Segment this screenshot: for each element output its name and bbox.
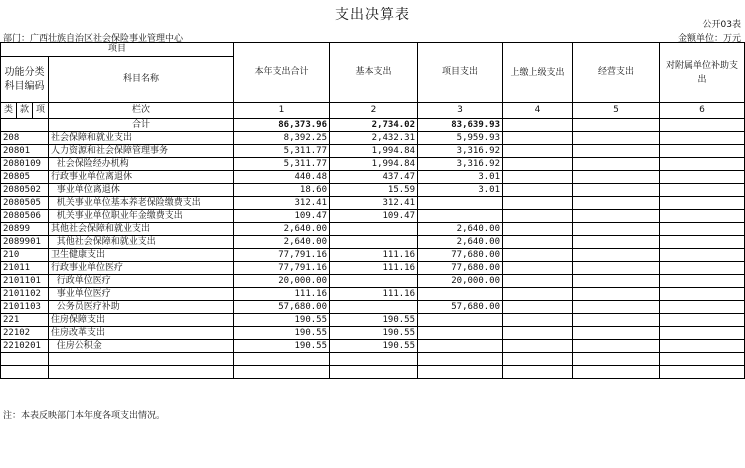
table-row	[1, 171, 745, 184]
total-c3: 83,639.93	[418, 119, 503, 132]
row-code: 22102	[1, 327, 49, 340]
row-code: 221	[1, 314, 49, 327]
row-subject-name: 住房改革支出	[49, 327, 234, 340]
level-6: 6	[660, 103, 745, 119]
row-code: 2080505	[1, 197, 49, 210]
empty-cell	[660, 223, 745, 236]
row-project	[418, 210, 503, 223]
row-total: 440.48	[234, 171, 330, 184]
row-project	[418, 314, 503, 327]
table-row	[1, 262, 745, 275]
empty-cell	[660, 145, 745, 158]
empty-cell	[503, 327, 573, 340]
row-project: 3.01	[418, 184, 503, 197]
empty-cell	[660, 327, 745, 340]
row-code: 21011	[1, 262, 49, 275]
col-project-header: 项目支出	[418, 43, 503, 103]
department-label: 部门：广西壮族自治区社会保险事业管理中心	[3, 34, 184, 44]
table-row	[1, 327, 745, 340]
table-row	[1, 314, 745, 327]
row-total: 190.55	[234, 340, 330, 353]
table-row	[1, 249, 745, 262]
page-title: 支出决算表	[335, 7, 410, 23]
empty-cell	[503, 132, 573, 145]
row-project	[418, 197, 503, 210]
row-project: 5,959.93	[418, 132, 503, 145]
row-basic: 15.59	[330, 184, 418, 197]
subject-name-header: 科目名称	[49, 57, 234, 103]
total-c2: 2,734.02	[330, 119, 418, 132]
empty-cell	[660, 288, 745, 301]
row-total: 18.60	[234, 184, 330, 197]
total-c1: 86,373.96	[234, 119, 330, 132]
empty-cell	[573, 236, 660, 249]
row-total: 190.55	[234, 314, 330, 327]
table-row	[1, 223, 745, 236]
row-subject-name: 机关事业单位基本养老保险缴费支出	[49, 197, 234, 210]
blank-row	[1, 366, 745, 379]
row-project	[418, 327, 503, 340]
row-subject-name: 其他社会保障和就业支出	[49, 236, 234, 249]
empty-cell	[660, 275, 745, 288]
empty-cell	[503, 249, 573, 262]
row-total: 190.55	[234, 327, 330, 340]
empty-cell	[573, 158, 660, 171]
table-row	[1, 236, 745, 249]
row-project: 2,640.00	[418, 223, 503, 236]
col-basic-header: 基本支出	[330, 43, 418, 103]
form-number: 公开03表	[702, 20, 741, 30]
project-header: 项目	[1, 43, 234, 57]
empty-cell	[573, 288, 660, 301]
row-code: 2101101	[1, 275, 49, 288]
row-code: 2210201	[1, 340, 49, 353]
row-project: 20,000.00	[418, 275, 503, 288]
footnote: 注：本表反映部门本年度各项支出情况。	[3, 411, 166, 421]
table-row	[1, 184, 745, 197]
empty-cell	[660, 236, 745, 249]
row-subject-name: 人力资源和社会保障管理事务	[49, 145, 234, 158]
row-subject-name: 其他社会保障和就业支出	[49, 223, 234, 236]
empty-cell	[573, 184, 660, 197]
row-subject-name: 行政单位医疗	[49, 275, 234, 288]
func-code-header: 功能分类科目编码	[1, 57, 49, 103]
row-code: 2101103	[1, 301, 49, 314]
empty-cell	[503, 171, 573, 184]
row-basic	[330, 275, 418, 288]
row-total: 77,791.16	[234, 249, 330, 262]
table-row	[1, 288, 745, 301]
empty-cell	[573, 145, 660, 158]
row-project: 77,680.00	[418, 262, 503, 275]
empty-cell	[503, 184, 573, 197]
row-project: 2,640.00	[418, 236, 503, 249]
row-total: 77,791.16	[234, 262, 330, 275]
empty-cell	[503, 275, 573, 288]
row-subject-name: 社会保障和就业支出	[49, 132, 234, 145]
empty-cell	[660, 262, 745, 275]
empty-cell	[573, 275, 660, 288]
total-row	[1, 119, 745, 132]
col-business-header: 经营支出	[573, 43, 660, 103]
row-basic: 109.47	[330, 210, 418, 223]
empty-cell	[503, 236, 573, 249]
kuan-header: 款	[17, 103, 33, 119]
total-label: 合计	[49, 119, 234, 132]
row-subject-name: 卫生健康支出	[49, 249, 234, 262]
row-project: 3.01	[418, 171, 503, 184]
col-upper-header: 上缴上级支出	[503, 43, 573, 103]
table-row	[1, 301, 745, 314]
row-basic	[330, 236, 418, 249]
row-total: 312.41	[234, 197, 330, 210]
empty-cell	[660, 301, 745, 314]
col-total-header: 本年支出合计	[234, 43, 330, 103]
row-basic	[330, 301, 418, 314]
row-total: 8,392.25	[234, 132, 330, 145]
row-total: 5,311.77	[234, 145, 330, 158]
row-total: 5,311.77	[234, 158, 330, 171]
row-code: 20801	[1, 145, 49, 158]
empty-cell	[573, 327, 660, 340]
row-basic: 111.16	[330, 262, 418, 275]
row-basic: 111.16	[330, 249, 418, 262]
empty-cell	[660, 249, 745, 262]
table-body	[1, 132, 745, 379]
row-total: 2,640.00	[234, 236, 330, 249]
lei-header: 类	[1, 103, 17, 119]
row-project	[418, 288, 503, 301]
table-row	[1, 340, 745, 353]
table-row	[1, 158, 745, 171]
empty-cell	[660, 314, 745, 327]
row-subject-name: 社会保险经办机构	[49, 158, 234, 171]
row-basic: 312.41	[330, 197, 418, 210]
row-project: 77,680.00	[418, 249, 503, 262]
xiang-header: 项	[33, 103, 49, 119]
empty-cell	[503, 314, 573, 327]
row-basic: 190.55	[330, 314, 418, 327]
row-subject-name: 行政事业单位离退休	[49, 171, 234, 184]
row-code: 20805	[1, 171, 49, 184]
row-subject-name: 机关事业单位职业年金缴费支出	[49, 210, 234, 223]
row-code: 210	[1, 249, 49, 262]
empty-cell	[660, 171, 745, 184]
row-code: 2089901	[1, 236, 49, 249]
row-code: 20899	[1, 223, 49, 236]
row-project: 3,316.92	[418, 158, 503, 171]
row-basic: 190.55	[330, 340, 418, 353]
empty-cell	[573, 197, 660, 210]
row-subject-name: 住房保障支出	[49, 314, 234, 327]
row-subject-name: 行政事业单位医疗	[49, 262, 234, 275]
empty-cell	[503, 145, 573, 158]
row-code: 2080502	[1, 184, 49, 197]
amount-unit-label: 金额单位：万元	[677, 34, 741, 44]
empty-cell	[573, 340, 660, 353]
empty-cell	[573, 171, 660, 184]
row-subject-name: 公务员医疗补助	[49, 301, 234, 314]
level-4: 4	[503, 103, 573, 119]
empty-cell	[573, 223, 660, 236]
empty-cell	[503, 301, 573, 314]
empty-cell	[660, 340, 745, 353]
empty-cell	[660, 210, 745, 223]
row-project: 3,316.92	[418, 145, 503, 158]
row-total: 57,680.00	[234, 301, 330, 314]
empty-cell	[660, 184, 745, 197]
empty-cell	[503, 223, 573, 236]
empty-cell	[503, 288, 573, 301]
empty-cell	[573, 301, 660, 314]
row-basic: 437.47	[330, 171, 418, 184]
row-subject-name: 事业单位医疗	[49, 288, 234, 301]
level-1: 1	[234, 103, 330, 119]
row-basic: 1,994.84	[330, 158, 418, 171]
empty-cell	[660, 132, 745, 145]
empty-cell	[573, 262, 660, 275]
row-code: 208	[1, 132, 49, 145]
empty-cell	[660, 197, 745, 210]
empty-cell	[503, 158, 573, 171]
row-basic: 111.16	[330, 288, 418, 301]
table-row	[1, 210, 745, 223]
empty-cell	[573, 249, 660, 262]
row-basic: 2,432.31	[330, 132, 418, 145]
row-subject-name: 住房公积金	[49, 340, 234, 353]
empty-cell	[660, 158, 745, 171]
row-basic: 190.55	[330, 327, 418, 340]
table-row	[1, 145, 745, 158]
col-subsidy-header: 对附属单位补助支出	[660, 43, 745, 103]
table-row	[1, 197, 745, 210]
empty-cell	[503, 197, 573, 210]
expenditure-table	[0, 42, 745, 379]
row-code: 2080109	[1, 158, 49, 171]
row-basic: 1,994.84	[330, 145, 418, 158]
row-code: 2080506	[1, 210, 49, 223]
row-total: 109.47	[234, 210, 330, 223]
row-project: 57,680.00	[418, 301, 503, 314]
row-code: 2101102	[1, 288, 49, 301]
table-row	[1, 275, 745, 288]
level-label: 栏次	[49, 103, 234, 119]
row-total: 20,000.00	[234, 275, 330, 288]
row-total: 2,640.00	[234, 223, 330, 236]
row-subject-name: 事业单位离退休	[49, 184, 234, 197]
blank-row	[1, 353, 745, 366]
row-project	[418, 340, 503, 353]
empty-cell	[503, 210, 573, 223]
empty-cell	[573, 314, 660, 327]
empty-cell	[573, 132, 660, 145]
empty-cell	[503, 340, 573, 353]
empty-cell	[573, 210, 660, 223]
empty-cell	[503, 262, 573, 275]
level-3: 3	[418, 103, 503, 119]
level-5: 5	[573, 103, 660, 119]
row-total: 111.16	[234, 288, 330, 301]
level-2: 2	[330, 103, 418, 119]
row-basic	[330, 223, 418, 236]
table-row	[1, 132, 745, 145]
